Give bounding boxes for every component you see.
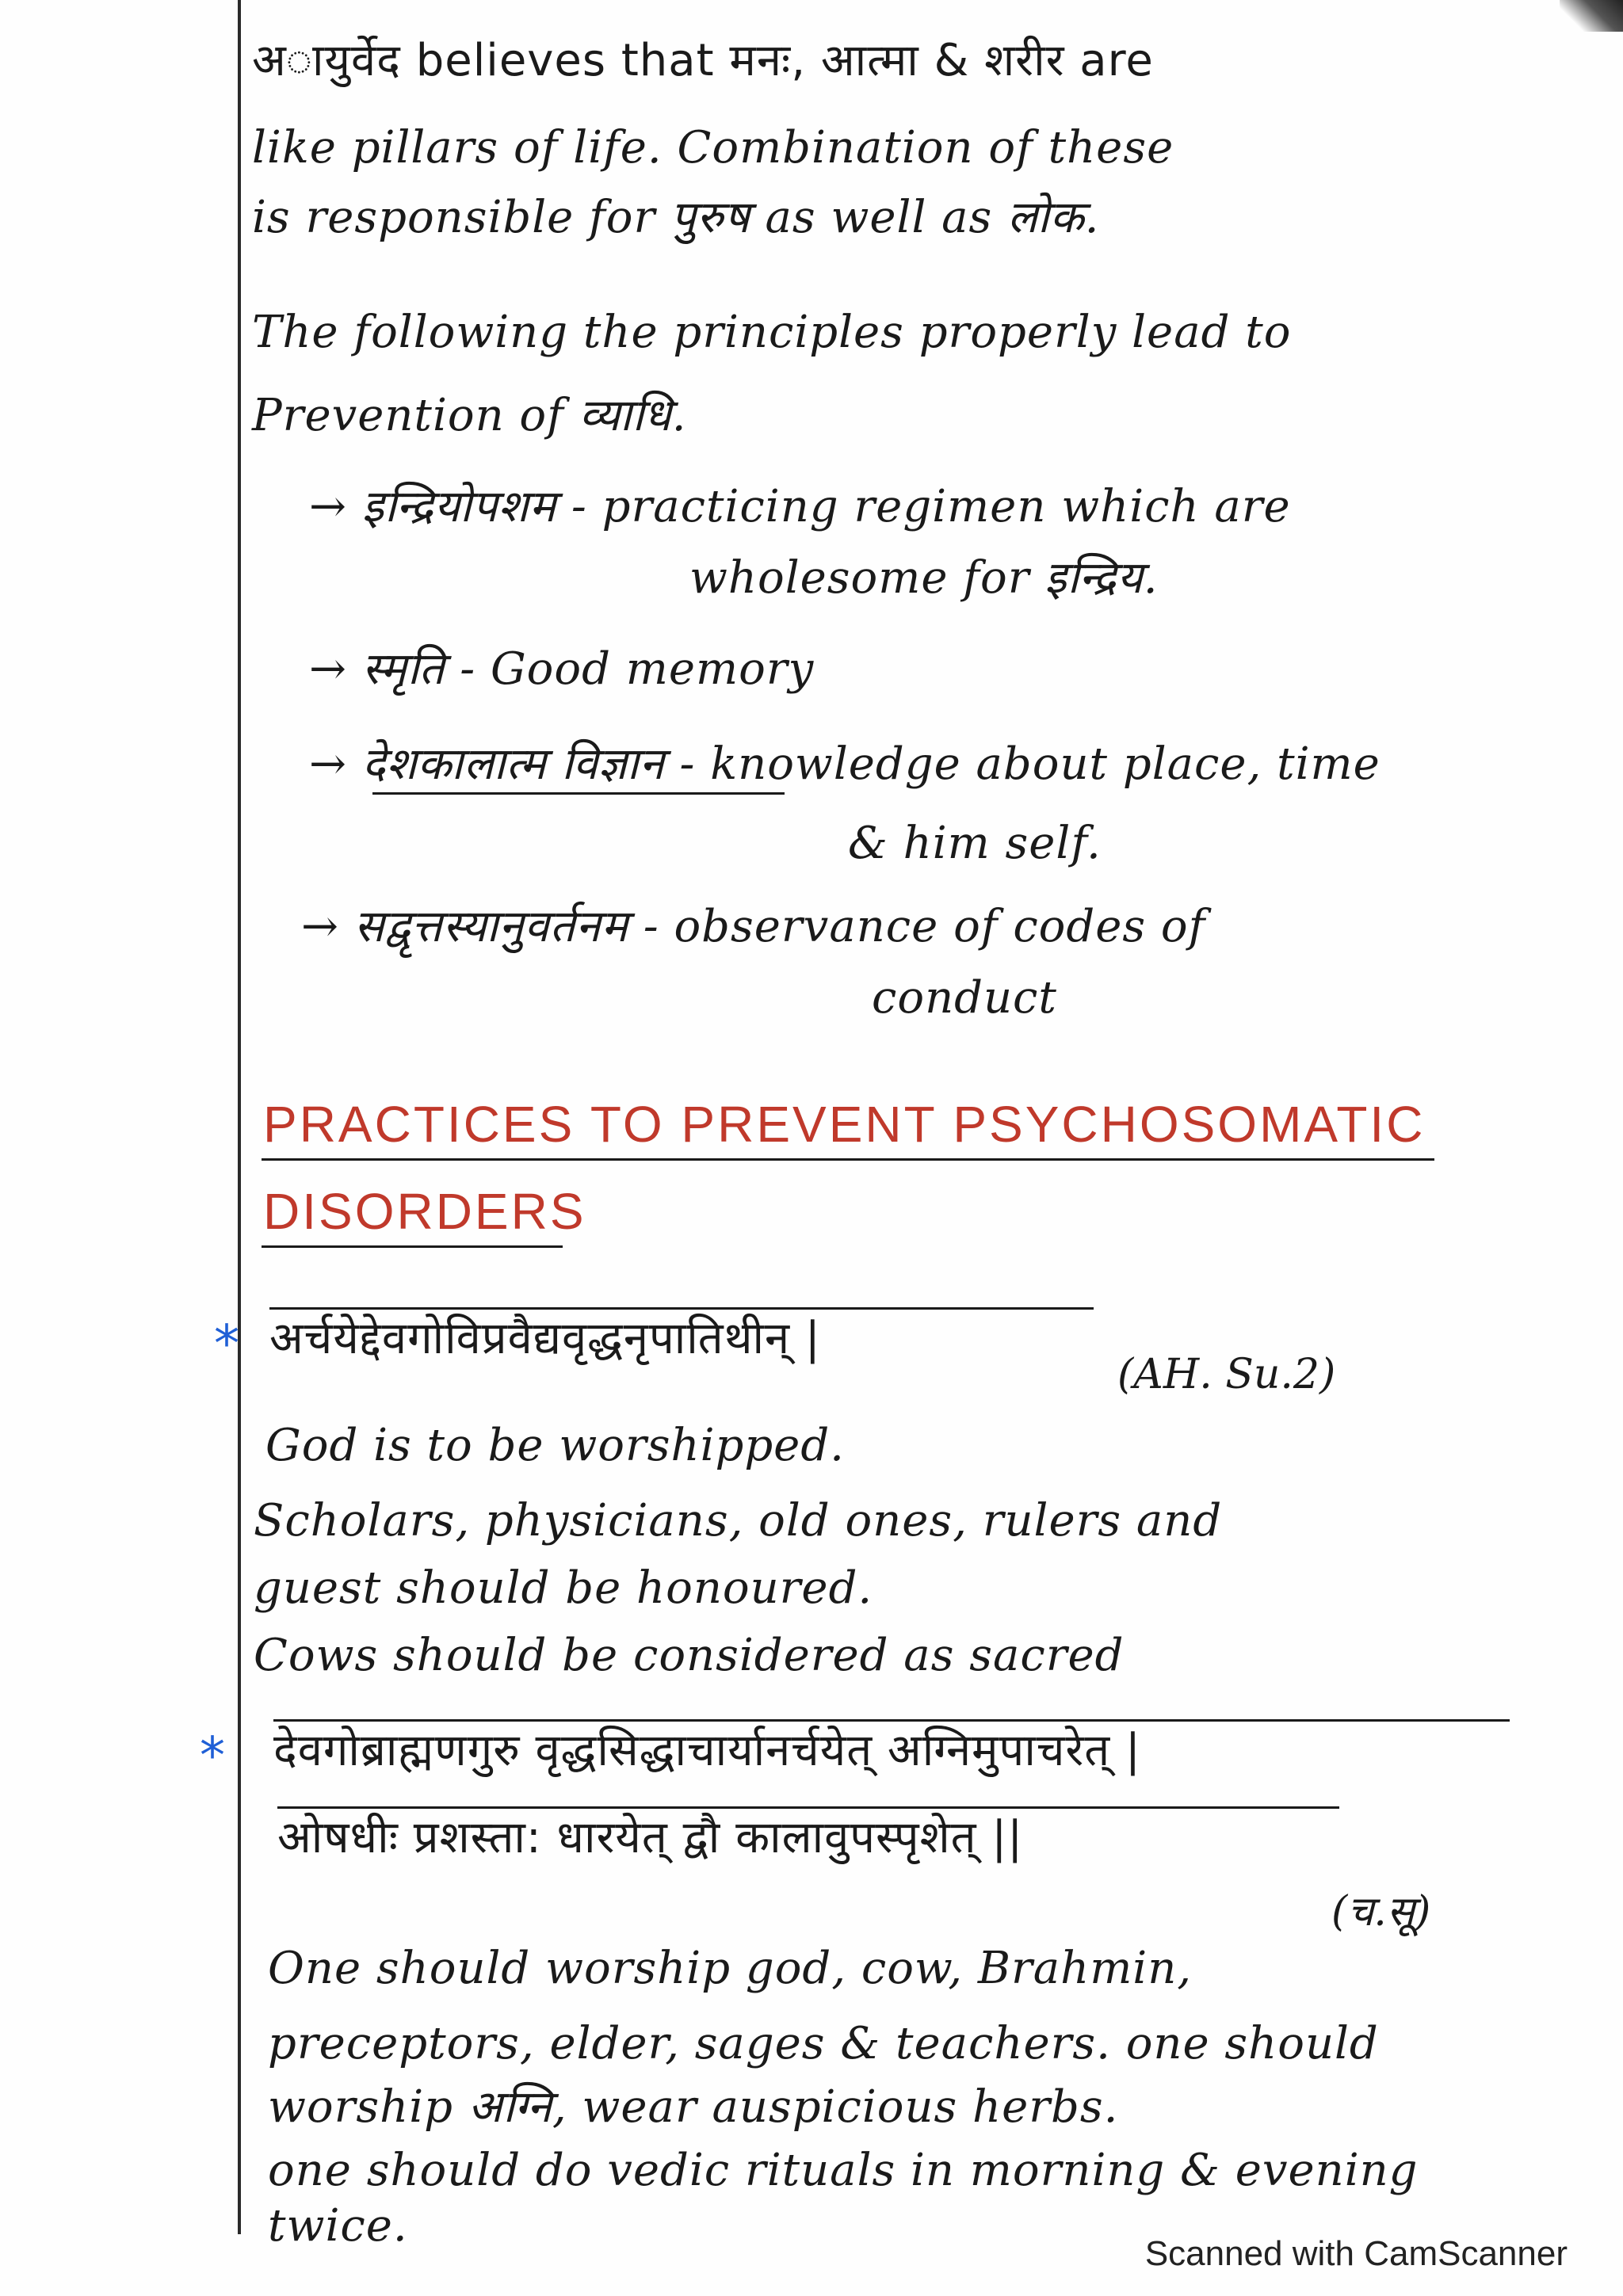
verse-2-headline-2: [277, 1806, 1339, 1809]
scanner-watermark: Scanned with CamScanner: [1144, 2234, 1568, 2273]
verse-2-line-2: ओषधीः प्रशस्ता: धारयेत् द्वौ कालावुपस्पृशेत् ||: [277, 1812, 1024, 1863]
star-bullet-1: *: [214, 1315, 239, 1374]
list-item-continuation-2: & him self.: [848, 818, 1102, 869]
term-underline: [372, 792, 785, 795]
text-line-3: is responsible for पुरुष as well as लोक.: [252, 192, 1100, 243]
explanation-line-4: one should do vedic rituals in morning & evening: [268, 2145, 1419, 2196]
list-item-continuation-1: wholesome for इन्द्रिय.: [689, 552, 1159, 604]
verse-2-headline: [273, 1719, 1510, 1722]
explanation-line-2: preceptors, elder, sages & teachers. one should: [268, 2018, 1379, 2069]
explanation-line-5: twice.: [268, 2200, 408, 2252]
list-item-indriyopashama: → इन्द्रियोपशम - practicing regimen which are: [309, 481, 1291, 532]
list-item-deshakalatma: → देशकालात्म विज्ञान - knowledge about place, time: [309, 738, 1381, 790]
translation-line-4: Cows should be considered as sacred: [254, 1630, 1125, 1681]
heading-underline-2: [262, 1245, 563, 1248]
text-line-5: Prevention of व्याधि.: [252, 390, 687, 441]
section-heading-line-2: DISORDERS: [263, 1183, 586, 1240]
page-corner-shadow: [1560, 0, 1623, 32]
heading-underline-1: [262, 1158, 1434, 1161]
text-line-4: The following the principles properly lead to: [252, 307, 1292, 358]
explanation-line-3: worship अग्नि, wear auspicious herbs.: [268, 2081, 1119, 2133]
translation-line-1: God is to be worshipped.: [265, 1420, 845, 1471]
verse-1-headline: [269, 1307, 1094, 1310]
verse-1-text: अर्चयेद्देवगोविप्रवैद्यवृद्धनृपातिथीन् |: [269, 1313, 821, 1364]
verse-2-line-1: देवगोब्राह्मणगुरु वृद्धसिद्धाचार्यानर्चयेत् अग्निमुपाचरेत् |: [273, 1725, 1141, 1776]
text-line-1: अायुर्वेद believes that मनः, आत्मा & शरीर are: [252, 35, 1154, 86]
star-bullet-2: *: [200, 1727, 225, 1786]
list-item-sadvritta: → सद्वृत्तस्यानुवर्तनम - observance of codes of: [301, 901, 1206, 952]
list-item-continuation-3: conduct: [872, 972, 1057, 1024]
translation-line-3: guest should be honoured.: [254, 1562, 873, 1614]
verse-2-reference: (च.सू): [1331, 1888, 1431, 1936]
margin-line: [238, 0, 241, 2234]
section-heading-line-1: PRACTICES TO PREVENT PSYCHOSOMATIC: [263, 1096, 1426, 1153]
translation-line-2: Scholars, physicians, old ones, rulers and: [254, 1495, 1223, 1547]
text-line-2: like pillars of life. Combination of these: [252, 122, 1174, 174]
verse-1-reference: (AH. Su.2): [1117, 1351, 1336, 1398]
explanation-line-1: One should worship god, cow, Brahmin,: [268, 1943, 1193, 1994]
list-item-smriti: → स्मृति - Good memory: [309, 643, 815, 695]
